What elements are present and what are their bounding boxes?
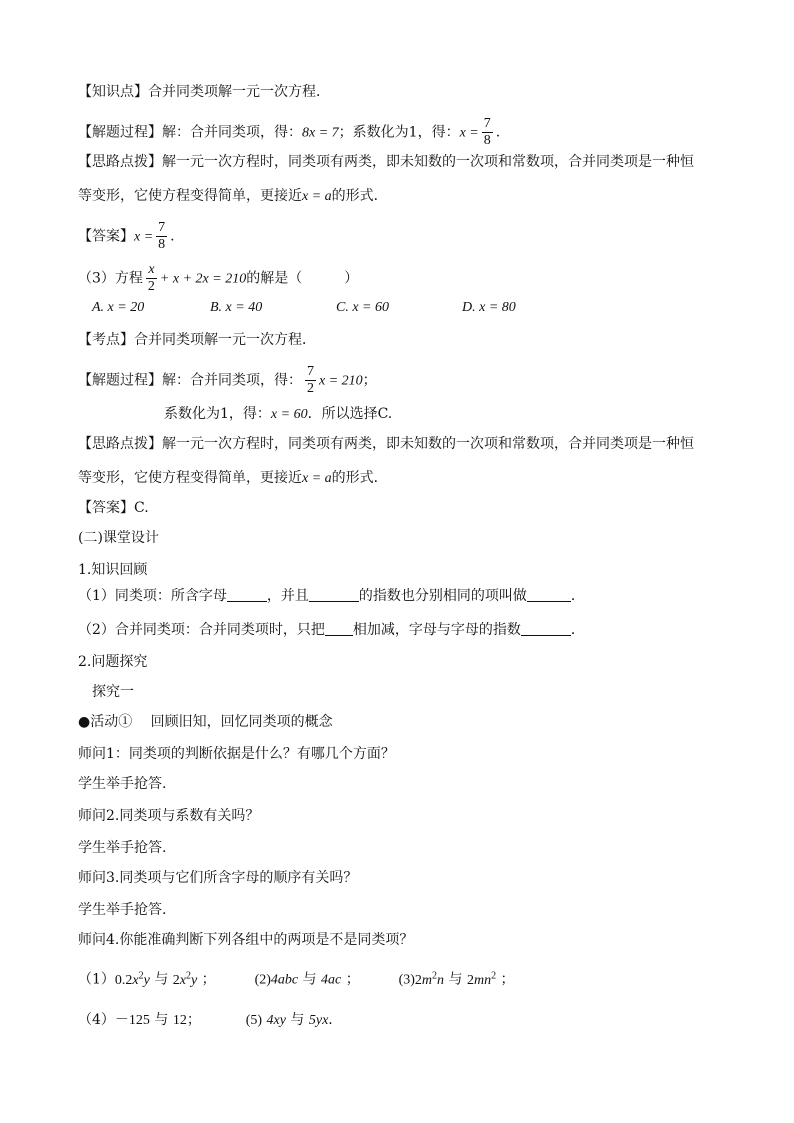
text: （3）方程 — [78, 270, 143, 287]
text: ；系数化为1，得： — [338, 124, 460, 141]
subsection-heading-2 — [78, 652, 147, 672]
text: 与 — [290, 1012, 305, 1028]
text: 的指数也分别相同的项叫做 — [358, 588, 527, 604]
equation: x = — [134, 229, 154, 245]
fill-blank[interactable] — [309, 587, 359, 602]
question-3-line — [78, 262, 358, 295]
text: 等变形，它使方程变得简单，更接近 — [78, 188, 302, 204]
activity-line — [78, 712, 333, 732]
text: 与 — [154, 1012, 169, 1028]
text: 探究一 — [92, 684, 134, 700]
hint-line-2 — [78, 434, 694, 454]
teacher-question-4 — [78, 930, 413, 950]
answer-line-2 — [78, 498, 149, 518]
terms-row-2 — [78, 1010, 333, 1031]
text: 与 — [302, 971, 317, 988]
equation: + x + 2x = 210 — [159, 271, 247, 287]
text: 的形式． — [331, 470, 388, 486]
equation: x = 210 — [319, 373, 363, 389]
text: (二)课堂设计 — [78, 530, 159, 546]
text: 【知识点】合并同类项解一元一次方程． — [78, 84, 330, 100]
term: 5yx — [308, 1013, 329, 1028]
coefficient-line — [164, 404, 392, 425]
text: 师问3.同类项与它们所含字母的顺序有关吗？ — [78, 870, 358, 886]
item-label: (2) — [254, 972, 271, 988]
text: 【解题过程】解：合并同类项，得： — [78, 372, 302, 389]
solution-process-line: 【解题过程】解：合并同类项，得：8x = 7；系数化为1，得：x = $\frac{7}{8}$ . — [78, 116, 501, 148]
term: 12 — [172, 1013, 187, 1028]
student-response — [78, 838, 166, 858]
item-label: (3) — [398, 972, 415, 988]
subsection-heading — [78, 560, 147, 580]
text: 学生举手抢答. — [78, 776, 167, 792]
text: ； — [345, 971, 360, 988]
fill-blank[interactable] — [227, 587, 267, 602]
text: ． — [570, 622, 585, 638]
fraction: $\frac{x}{2}$ — [147, 262, 155, 294]
text: ； — [362, 372, 377, 389]
text: 师问4.你能准确判断下列各组中的两项是不是同类项？ — [78, 932, 414, 948]
hint-line — [78, 152, 694, 172]
text: 【答案】 — [78, 228, 134, 245]
text: 的解是（ ） — [246, 270, 359, 287]
text: ●活动① 回顾旧知，回忆同类项的概念 — [78, 714, 333, 730]
answer-line: 【答案】x = $\frac{7}{8}$ . — [78, 220, 175, 252]
solution-process-line-2 — [78, 364, 377, 397]
text: ． — [570, 588, 585, 604]
fill-blank[interactable] — [325, 621, 353, 636]
fill-blank[interactable] — [521, 621, 571, 636]
text: 1.知识回顾 — [78, 562, 148, 578]
fraction: $\frac{7}{8}$ — [158, 220, 166, 252]
fraction: $\frac{7}{2}$ — [307, 364, 314, 396]
item-label: (5) — [245, 1013, 263, 1028]
equation: x = a — [302, 471, 332, 486]
text: 【解题过程】解：合并同类项，得： — [78, 124, 302, 141]
term: $2m^2n$ — [414, 970, 445, 988]
exam-point-line — [78, 330, 316, 350]
option-c: C. x = 60 — [336, 300, 389, 315]
equation: x = 60 — [270, 407, 308, 422]
student-response — [78, 900, 166, 920]
term: －125 — [114, 1013, 150, 1028]
teacher-question-2 — [78, 806, 259, 826]
text: 【思路点拨】解一元一次方程时，同类项有两类，即未知数的一次项和常数项，合并同类项是一种恒 — [78, 154, 694, 170]
section-heading — [78, 528, 159, 548]
student-response — [78, 774, 166, 794]
review-item-2 — [78, 620, 585, 640]
text: 学生举手抢答. — [78, 840, 167, 856]
text: ．所以选择C. — [307, 406, 393, 422]
equation: 8x = 7 — [302, 125, 339, 141]
text: 与 — [448, 971, 463, 988]
fill-blank[interactable] — [527, 587, 571, 602]
text: 学生举手抢答. — [78, 902, 167, 918]
knowledge-point-line — [78, 82, 330, 102]
text: 系数化为1，得： — [164, 406, 271, 422]
term: 4abc — [270, 972, 299, 988]
equation: x = a — [302, 189, 332, 204]
text: ； — [201, 971, 216, 988]
text: 【考点】合并同类项解一元一次方程． — [78, 332, 316, 348]
fraction: $\frac{7}{8}$ — [483, 116, 491, 148]
text: 相加减，字母与字母的指数 — [352, 622, 521, 638]
teacher-question-3 — [78, 868, 357, 888]
text: ； — [186, 1012, 201, 1028]
text: （1）同类项：所含字母 — [78, 588, 227, 604]
text: . — [328, 1012, 333, 1028]
term: 4xy — [266, 1013, 286, 1028]
text: 师问1：同类项的判断依据是什么？有哪几个方面？ — [78, 746, 395, 762]
hint-line-2-cont — [78, 468, 388, 489]
hint-line-cont — [78, 186, 388, 207]
explore-heading — [92, 682, 134, 702]
term: $2mn^2$ — [466, 970, 497, 988]
text: 【思路点拨】解一元一次方程时，同类项有两类，即未知数的一次项和常数项，合并同类项是一种恒 — [78, 436, 694, 452]
review-item-1 — [78, 586, 585, 606]
item-label: （4） — [78, 1012, 115, 1028]
text: 与 — [154, 971, 169, 988]
text: 的形式． — [331, 188, 388, 204]
text: （2）合并同类项：合并同类项时，只把 — [78, 622, 325, 638]
text: 2.问题探究 — [78, 654, 148, 670]
term: $0.2x^2y$ — [114, 970, 150, 988]
item-label: （1） — [78, 971, 115, 988]
text: 师问2.同类项与系数有关吗？ — [78, 808, 260, 824]
term: $2x^2y$ — [172, 970, 198, 988]
option-a: A. x = 20 — [92, 300, 145, 315]
teacher-question-1 — [78, 744, 395, 764]
text: 等变形，它使方程变得简单，更接近 — [78, 470, 302, 486]
text: ，并且 — [266, 588, 309, 604]
text: 【答案】C. — [78, 500, 149, 516]
terms-row-1 — [78, 966, 515, 991]
text: ； — [500, 971, 515, 988]
term: 4ac — [321, 972, 342, 988]
option-b: B. x = 40 — [210, 300, 263, 315]
option-d: D. x = 80 — [462, 300, 516, 315]
equation: x = — [459, 125, 479, 141]
